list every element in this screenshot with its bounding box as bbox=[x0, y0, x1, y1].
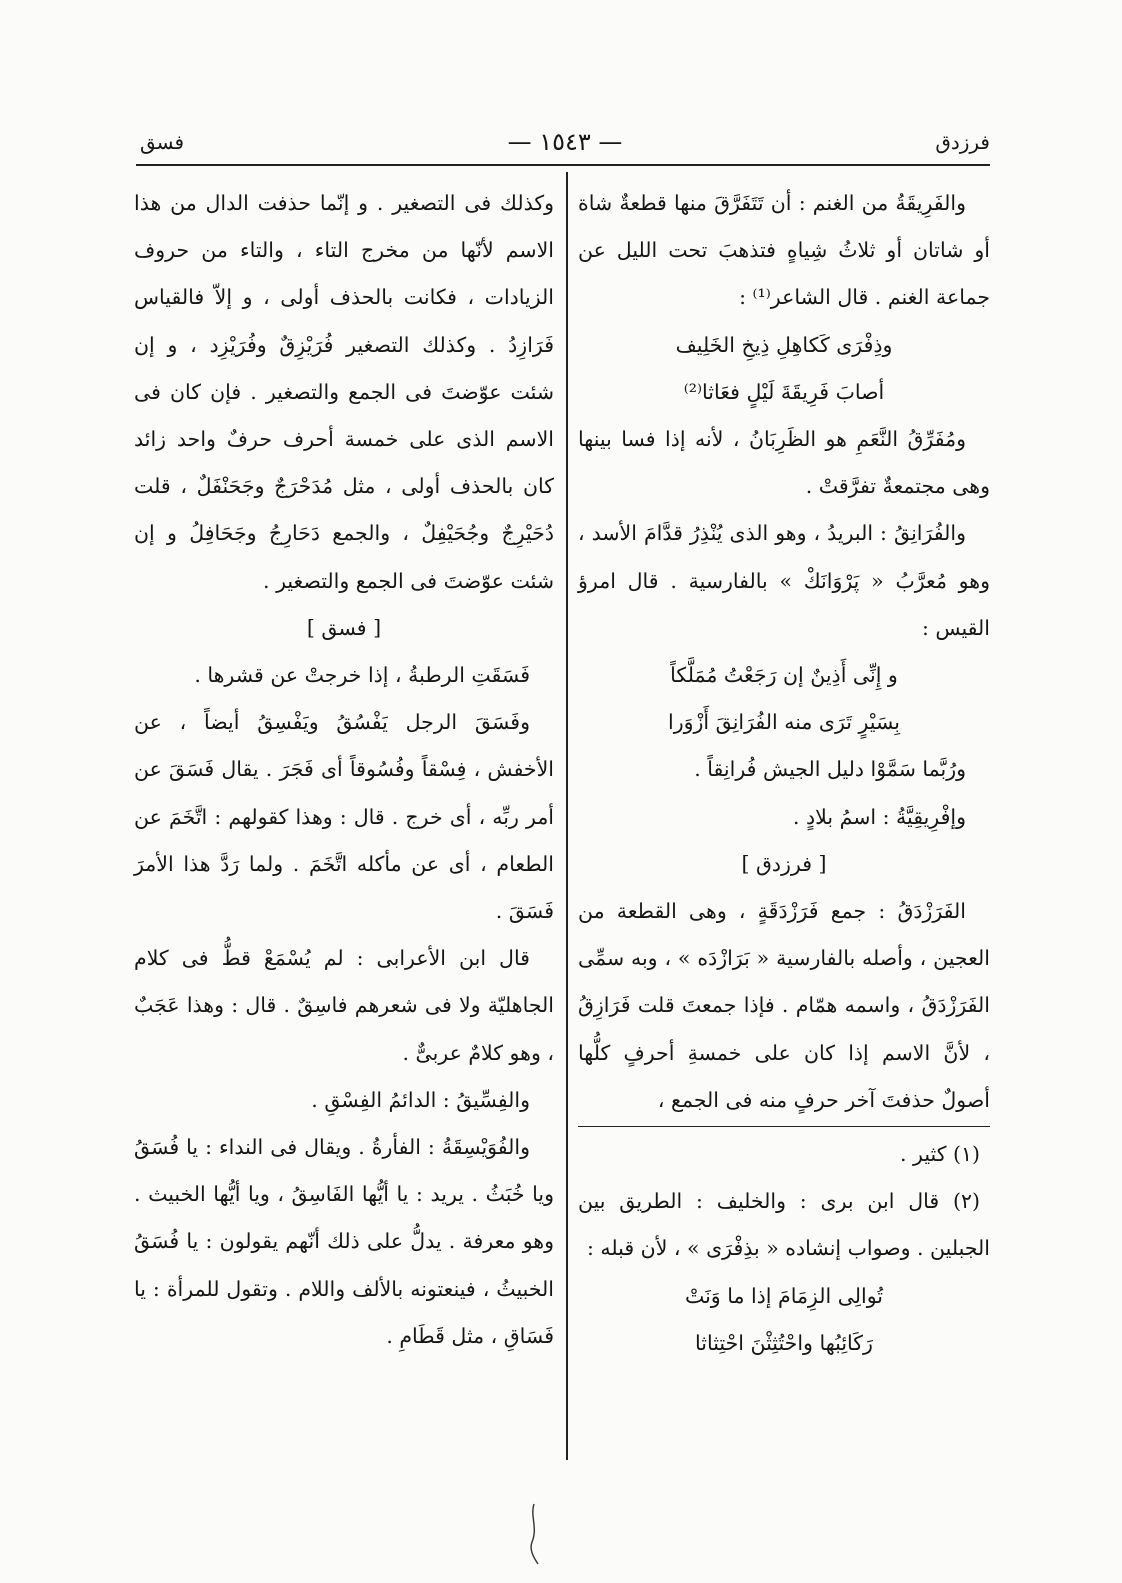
page-header bbox=[140, 130, 990, 164]
footnote-verse: تُوالِى الزِمَامَ إذا ما وَنَتْ bbox=[684, 1283, 884, 1308]
verse-line: و إِنِّى أَذِينٌ إن رَجَعْتُ مُمَلَّكاً bbox=[670, 663, 898, 688]
footnote-verse: رَكَائِبُها واحْتُثِثْنَ احْتِثاثا bbox=[695, 1330, 873, 1355]
entry-fariqa: والفَرِيقَةُ من الغنم : أن تَتَفَرَّقَ منها قطعةٌ شاة أو شاتان أو ثلاثُ شِياهٍ فتذهبَ تحت الليل عن جماعة الغنم . قال الشاعر⁽¹⁾ : bbox=[578, 191, 990, 310]
entry-fasaqat: فَسَقَتِ الرطبةُ ، إذا خرجتْ عن قشرها . bbox=[194, 663, 530, 688]
entry-farazdaq: الفَرَزْدَقُ : جمع فَرَزْدَقَةٍ ، وهى القطعة من العجين ، وأصله بالفارسية « بَرَازْدَه » ، وبه سمِّى الفَرَزْدَقُ ، واسمه همّام . فإذا جمعتَ قلت فَرَازِقُ ، لأنَّ الاسم إذا كان على خمسةِ أحرفٍ كلُّها أصولٌ حذفتَ آخر حرفٍ منه فى الجمع ، bbox=[578, 899, 990, 1112]
entry-ibn-arabi: قال ابن الأعرابى : لم يُسْمَعْ قطُّ فى كلام الجاهليّة ولا فى شعرهم فاسِقٌ . قال : وهذا عَجَبٌ ، وهو كلامٌ عربىٌّ . bbox=[134, 946, 554, 1065]
entry-fissiq: والفِسِّيقُ : الدائمُ الفِسْقِ . bbox=[311, 1087, 530, 1112]
verse-line: بِسَيْرٍ تَرَى منه الفُرَانِقَ أَزْوَرا bbox=[668, 710, 900, 735]
section-heading-fasaq: [ فسق ] bbox=[306, 615, 382, 640]
page-number: — ١٥٤٣ — bbox=[507, 128, 623, 156]
entry-furaniq: والفُرَانِقُ : البريدُ ، وهو الذى يُنْذِرُ قدَّامَ الأسد ، وهو مُعرَّبُ « پَرْوَانَكْ » بالفارسية . قال امرؤ القيس : bbox=[578, 521, 990, 640]
section-heading-farazdaq: [ فرزدق ] bbox=[741, 851, 827, 876]
footnote: (٢) قال ابن برى : والخليف : الطريق بين الجبلين . وصواب إنشاده « بذِفْرَى » ، لأن قبله : bbox=[578, 1189, 990, 1261]
entry-fasaq: وفَسَقَ الرجل يَفْسُقُ ويَفْسِقُ أيضاً ، عن الأخفش ، فِسْقاً وفُسُوقاً أى فَجَرَ . يقال فَسَقَ عن أمر ربِّه ، أى خرج . قال : وهذا كقولهم : اتَّخَمَ عن الطعام ، أى عن مأكله اتَّخَمَ . ولما رَدَّ هذا الأمرَ فَسَقَ . bbox=[134, 710, 554, 924]
header-rule bbox=[136, 164, 990, 166]
scan-mark bbox=[524, 1502, 542, 1566]
left-column bbox=[134, 180, 554, 1360]
entry-fuwaysiqa: والفُوَيْسِقَةُ : الفأرةُ . ويقال فى النداء : يا فُسَقُ ويا خُبَثُ . يريد : يا أيُّها الفَاسِقُ ، ويا أيُّها الخبيث . وهو معرفة . يدلُّ على ذلك أنّهم يقولون : يا فُسَقُ الخبيثُ ، فينعتونه بالألف واللام . وتقول للمرأة : يا فَسَاقِ ، مثل قَطَامِ . bbox=[134, 1135, 554, 1348]
entry-continuation: وكذلك فى التصغير . و إنّما حذفت الدال من هذا الاسم لأنّها من مخرج التاء ، والتاء من حروف الزيادات ، فكانت بالحذف أولى ، و إلاّ فالقياس فَرَازِدُ . وكذلك التصغير فُرَيْزِقٌ وفُرَيْزِد ، و إن شئت عوّضتَ فى الجمع والتصغير . فإن كان فى الاسم الذى على خمسة أحرف حرفٌ واحد زائد كان بالحذف أولى ، مثل مُدَحْرَجٌ وجَحَنْفَلٌ ، قلت دُحَيْرِجٌ وجُحَيْفِلٌ ، والجمع دَحَارِجُ وجَحَافِلُ و إن شئت عوّضتَ فى الجمع والتصغير . bbox=[134, 191, 554, 593]
verse-line: أصابَ فَرِيقَةَ لَيْلٍ فعَاثا⁽²⁾ bbox=[683, 379, 885, 404]
header-right-keyword: فرزدق bbox=[935, 130, 990, 154]
header-left-keyword: فسق bbox=[140, 130, 185, 154]
verse-line: وذِفْرَى كَكاهِلِ ذِيخِ الخَلِيف bbox=[675, 332, 893, 357]
right-column bbox=[578, 180, 990, 1367]
entry-mufarriq: ومُفَرِّقُ النَّعَمِ هو الظَرِبَانُ ، لأنه إذا فسا بينها وهى مجتمعةٌ تفرَّقتْ . bbox=[578, 427, 990, 499]
footnotes bbox=[578, 1126, 990, 1367]
column-divider bbox=[566, 172, 568, 1460]
entry-ifriqiya: وإفْرِيقِيَّةُ : اسمُ بلادٍ . bbox=[792, 804, 966, 829]
footnote: (١) كثير . bbox=[899, 1142, 980, 1167]
entry-note: ورُبَّما سَمَّوْا دليل الجيش فُرانِقاً . bbox=[694, 757, 966, 782]
